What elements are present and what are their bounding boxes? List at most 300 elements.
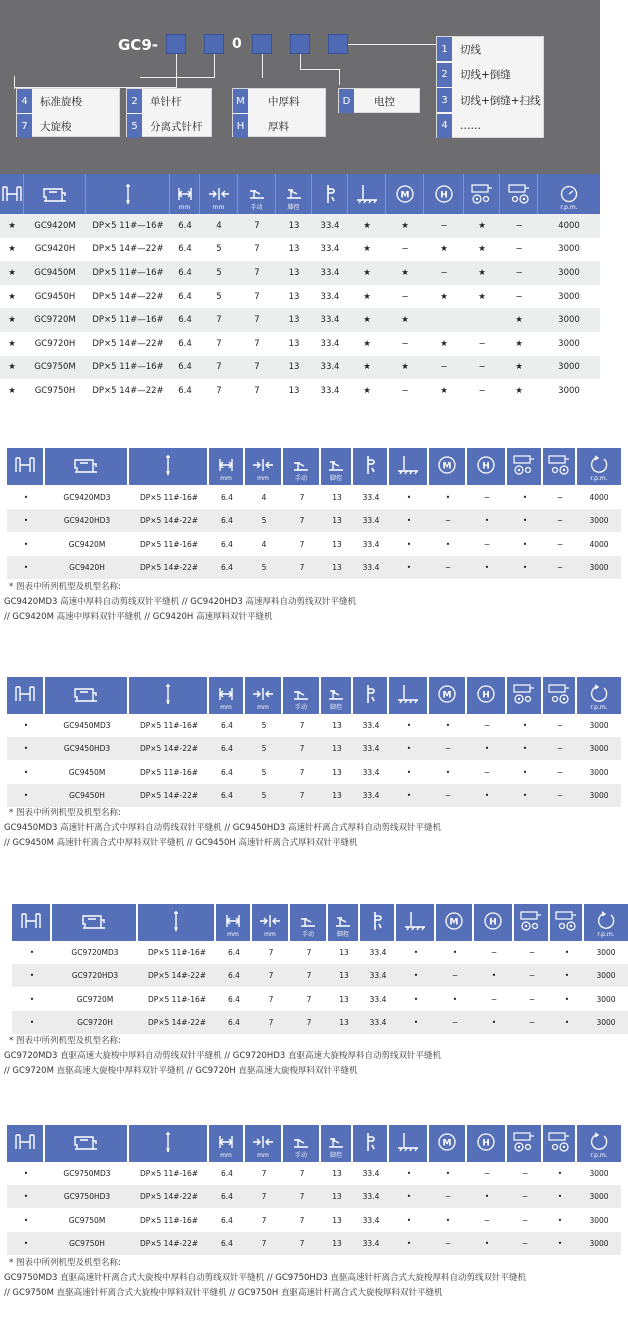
hook-small-icon: [511, 683, 537, 709]
table-cell: 33.4: [320, 244, 340, 255]
table-cell: DP×5 14#-22#: [139, 1192, 199, 1202]
header-cell: [321, 448, 353, 485]
svg-text:H: H: [482, 690, 490, 700]
table-row: [0, 261, 600, 285]
legend-key: 3: [437, 88, 452, 112]
table-cell: 33.4: [362, 1215, 380, 1225]
legend-key: H: [233, 114, 248, 138]
table-cell: 7: [268, 1017, 274, 1027]
table-row: [7, 509, 621, 532]
table-cell: •: [406, 493, 412, 502]
icon-caption: mm: [220, 704, 232, 711]
table-cell: DP×5 14#—22#: [92, 338, 164, 349]
table-cell: GC9720H: [77, 1017, 113, 1027]
header-cell: [290, 904, 328, 941]
table-cell: 6.4: [221, 539, 233, 549]
code-slot-fabric: [252, 34, 272, 54]
table-cell: 7: [299, 721, 305, 730]
table-cell: ★: [401, 362, 409, 373]
table-row: [7, 486, 621, 509]
table-cell: −: [483, 1215, 491, 1225]
table-cell: •: [491, 971, 497, 981]
table-cell: GC9750H: [34, 385, 76, 396]
legend-label: 分离式针杆: [150, 120, 203, 133]
table-cell: •: [522, 790, 528, 800]
icon-caption: r.p.m.: [590, 1152, 608, 1159]
table-cell: 7: [261, 1215, 267, 1225]
table-cell: ★: [363, 267, 371, 278]
table-cell: 13: [332, 516, 342, 526]
header-cell: [129, 1125, 209, 1162]
needle-icon: [163, 683, 173, 709]
header-cell: [467, 677, 507, 714]
table-cell: 7: [254, 267, 260, 278]
note-heading: * 图表中所列机型及机型名称:: [9, 1258, 121, 1268]
table-cell: GC9450M: [68, 767, 106, 777]
table-cell: 13: [339, 994, 349, 1004]
table-cell: −: [444, 790, 452, 800]
legend-key: 2: [127, 89, 142, 113]
heavy-fabric-icon: [476, 1132, 496, 1156]
header-cell: [138, 904, 216, 941]
hook-large-icon: [546, 1131, 572, 1157]
header-cell: [584, 904, 628, 941]
table-cell: •: [406, 1238, 412, 1248]
table-cell: 5: [216, 267, 222, 278]
table-cell: •: [413, 994, 419, 1004]
header-cell: [45, 1125, 129, 1162]
table-cell: 7: [299, 790, 305, 800]
header-cell: [467, 448, 507, 485]
heavy-fabric-icon: [476, 455, 496, 479]
table-cell: 3000: [589, 790, 609, 800]
table-cell: •: [23, 516, 29, 526]
table-cell: −: [521, 1192, 529, 1202]
table-cell: −: [440, 267, 448, 278]
table-cell: −: [478, 362, 486, 373]
legend-label: 切线+倒缝+扫线: [460, 94, 541, 107]
table-cell: 7: [306, 948, 312, 957]
table-cell: 4000: [558, 220, 580, 231]
sub-table-header: [7, 1125, 621, 1162]
icon-caption: 脚控: [329, 704, 342, 711]
table-cell: 33.4: [369, 948, 387, 957]
table-cell: 33.4: [320, 291, 340, 302]
header-cell: [209, 1125, 245, 1162]
table-cell: DP×5 11#-16#: [139, 767, 199, 777]
table-cell: •: [406, 516, 412, 526]
table-cell: ★: [515, 338, 523, 349]
table-cell: 33.4: [362, 767, 380, 777]
table-cell: •: [484, 562, 490, 572]
table-row: [12, 1011, 628, 1034]
header-cell: [389, 677, 429, 714]
header-cell: [467, 1125, 507, 1162]
legend-key: 4: [437, 114, 452, 138]
table-cell: ★: [8, 291, 16, 302]
table-cell: 7: [268, 948, 274, 957]
header-cell: [424, 174, 464, 214]
table-cell: ★: [515, 315, 523, 326]
table-cell: 7: [299, 744, 305, 754]
table-cell: 3000: [596, 1017, 616, 1027]
legend-label: 标准旋梭: [40, 95, 82, 108]
table-cell: •: [564, 1017, 570, 1027]
table-cell: ★: [401, 315, 409, 326]
svg-text:H: H: [439, 190, 448, 201]
table-cell: −: [451, 971, 459, 981]
legend-fabric: [232, 88, 326, 137]
hook-icon: [14, 456, 36, 478]
legend-row: [233, 114, 325, 138]
table-cell: 33.4: [362, 721, 380, 730]
table-cell: 7: [254, 244, 260, 255]
code-slot-function: [328, 34, 348, 54]
table-cell: −: [528, 994, 536, 1004]
table-cell: −: [483, 539, 491, 549]
table-cell: DP×5 11#-16#: [147, 994, 207, 1004]
table-cell: •: [29, 994, 35, 1004]
hook-large-icon: [506, 183, 532, 205]
table-row: [12, 964, 628, 987]
legend-row: [233, 89, 325, 113]
table-cell: 5: [261, 516, 267, 526]
table-cell: GC9420H: [34, 244, 76, 255]
table-cell: GC9750M: [34, 362, 76, 373]
table-cell: 33.4: [369, 971, 387, 981]
stitch-length-icon: [217, 1134, 235, 1153]
stitch-length-icon: [217, 686, 235, 705]
table-cell: •: [413, 1017, 419, 1027]
header-cell: [209, 677, 245, 714]
svg-text:M: M: [442, 461, 452, 471]
table-cell: DP×5 11#-16#: [139, 1215, 199, 1225]
table-row: [7, 737, 621, 760]
note-line: // GC9450M 高速针杆离合式中厚料双针平缝机 // GC9450H 高速针杆离合式厚料双针平缝机: [4, 838, 358, 848]
table-cell: ★: [401, 220, 409, 231]
table-row: [7, 533, 621, 556]
table-cell: 33.4: [320, 315, 340, 326]
legend-control: [338, 88, 420, 113]
note-line: // GC9750M 直驱高速针杆离合式大旋梭中厚料双针平缝机 // GC9750H 直驱高速针杆离合式大旋梭厚料双针平缝机: [4, 1288, 443, 1298]
header-cell: [429, 677, 467, 714]
table-cell: 13: [332, 790, 342, 800]
table-cell: 4000: [589, 493, 609, 502]
table-cell: −: [515, 267, 523, 278]
table-row: [7, 761, 621, 784]
table-cell: ★: [440, 338, 448, 349]
table-cell: ★: [478, 267, 486, 278]
table-cell: 13: [339, 971, 349, 981]
svg-text:H: H: [482, 1138, 490, 1148]
header-cell: [7, 448, 45, 485]
table-cell: •: [557, 1192, 563, 1202]
thread-icon: [371, 910, 383, 936]
table-cell: •: [406, 1169, 412, 1178]
trim-icon: [396, 455, 420, 479]
table-cell: ★: [478, 220, 486, 231]
header-cell: [129, 448, 209, 485]
table-cell: 7: [299, 562, 305, 572]
legend-label: 切线+倒缝: [460, 69, 511, 81]
table-cell: 13: [288, 291, 300, 302]
model-code-panel: [0, 0, 600, 174]
gauge-icon: [252, 1134, 274, 1153]
table-cell: 7: [306, 1017, 312, 1027]
connector-needle-2: [14, 76, 15, 89]
connector-control: [300, 54, 340, 70]
table-cell: 6.4: [178, 385, 192, 396]
table-cell: −: [556, 767, 564, 777]
machine-icon: [72, 685, 100, 707]
table-cell: GC9750HD3: [63, 1192, 111, 1202]
table-cell: ★: [8, 267, 16, 278]
table-cell: 13: [332, 1192, 342, 1202]
table-cell: ★: [401, 267, 409, 278]
table-cell: •: [406, 1192, 412, 1202]
table-cell: •: [23, 1192, 29, 1202]
table-cell: 6.4: [178, 362, 192, 373]
table-cell: •: [23, 1215, 29, 1225]
note-line: GC9420MD3 高速中厚料自动剪线双针平缝机 // GC9420HD3 高速厚料自动剪线双针平缝机: [4, 597, 356, 607]
table-cell: 33.4: [362, 539, 380, 549]
table-cell: ★: [8, 220, 16, 231]
table-cell: •: [29, 1017, 35, 1027]
table-cell: −: [483, 1169, 491, 1178]
code-slot-bar: [204, 34, 224, 54]
table-row: [7, 1162, 621, 1185]
table-row: [0, 214, 600, 238]
table-cell: •: [23, 562, 29, 572]
hook-large-icon: [546, 683, 572, 709]
table-cell: DP×5 11#—16#: [92, 315, 164, 326]
header-cell: [245, 677, 283, 714]
table-cell: −: [556, 493, 564, 502]
knee-lift-icon: [285, 188, 303, 200]
header-cell: [170, 174, 200, 214]
table-cell: 6.4: [178, 338, 192, 349]
header-cell: [429, 448, 467, 485]
note-heading: * 图表中所列机型及机型名称:: [9, 582, 121, 592]
table-cell: 3000: [596, 994, 616, 1004]
table-cell: 7: [299, 1238, 305, 1248]
table-cell: ★: [8, 338, 16, 349]
table-cell: 33.4: [362, 516, 380, 526]
table-cell: 6.4: [228, 971, 240, 981]
header-cell: [252, 904, 290, 941]
header-cell: [514, 904, 550, 941]
code-slot-control: [290, 34, 310, 54]
thread-icon: [324, 183, 336, 205]
table-cell: −: [483, 493, 491, 502]
table-cell: 7: [254, 315, 260, 326]
legend-label: 切线: [460, 43, 481, 56]
table-cell: −: [556, 539, 564, 549]
table-cell: DP×5 14#—22#: [92, 385, 164, 396]
table-cell: 7: [299, 1215, 305, 1225]
table-cell: 6.4: [221, 516, 233, 526]
legend-row: [127, 114, 211, 138]
table-cell: 6.4: [178, 315, 192, 326]
icon-caption: 手动: [294, 475, 307, 482]
table-cell: 6.4: [221, 1215, 233, 1225]
header-cell: [321, 677, 353, 714]
table-row: [0, 308, 600, 332]
header-cell: [386, 174, 424, 214]
table-cell: −: [490, 948, 498, 957]
table-cell: ★: [478, 244, 486, 255]
machine-icon: [80, 912, 108, 934]
table-cell: 7: [261, 1238, 267, 1248]
header-cell: [550, 904, 584, 941]
table-cell: 3000: [558, 362, 580, 373]
header-cell: [543, 448, 577, 485]
icon-caption: r.p.m.: [597, 931, 615, 938]
legend-row: [17, 89, 119, 113]
table-cell: 6.4: [221, 1238, 233, 1248]
table-cell: −: [556, 516, 564, 526]
table-cell: 6.4: [178, 220, 192, 231]
table-cell: 6.4: [221, 1192, 233, 1202]
header-cell: [538, 174, 600, 214]
connector-bar: [140, 54, 215, 78]
table-cell: −: [515, 244, 523, 255]
table-cell: 6.4: [221, 767, 233, 777]
table-cell: −: [478, 385, 486, 396]
table-cell: 13: [288, 315, 300, 326]
hook-icon: [20, 912, 42, 934]
table-cell: ★: [8, 385, 16, 396]
table-cell: −: [490, 994, 498, 1004]
table-cell: •: [564, 971, 570, 981]
table-cell: DP×5 14#-22#: [139, 516, 199, 526]
svg-text:M: M: [449, 917, 459, 927]
hook-small-icon: [511, 454, 537, 480]
table-cell: ★: [363, 362, 371, 373]
table-cell: 13: [288, 267, 300, 278]
table-cell: 7: [261, 1169, 267, 1178]
table-cell: −: [401, 291, 409, 302]
table-cell: −: [556, 790, 564, 800]
table-cell: 7: [254, 338, 260, 349]
table-cell: 3000: [558, 315, 580, 326]
hook-small-icon: [518, 910, 544, 936]
machine-icon: [41, 185, 69, 203]
table-row: [0, 285, 600, 309]
header-cell: [577, 677, 621, 714]
table-cell: −: [515, 291, 523, 302]
table-cell: ★: [363, 291, 371, 302]
table-cell: ★: [440, 291, 448, 302]
table-cell: 7: [299, 539, 305, 549]
table-cell: •: [564, 994, 570, 1004]
table-cell: 13: [332, 744, 342, 754]
table-cell: •: [413, 948, 419, 957]
table-cell: 5: [216, 244, 222, 255]
header-cell: [283, 448, 321, 485]
header-cell: [507, 1125, 543, 1162]
table-cell: DP×5 11#-16#: [139, 539, 199, 549]
table-cell: 33.4: [362, 1238, 380, 1248]
icon-caption: 手动: [294, 704, 307, 711]
table-cell: −: [401, 244, 409, 255]
hook-small-icon: [511, 1131, 537, 1157]
legend-row: [127, 89, 211, 113]
table-cell: −: [515, 220, 523, 231]
header-cell: [216, 904, 252, 941]
table-cell: 13: [332, 1215, 342, 1225]
icon-caption: mm: [178, 204, 191, 211]
table-cell: 33.4: [320, 362, 340, 373]
table-cell: 13: [288, 362, 300, 373]
table-cell: GC9720HD3: [71, 971, 119, 981]
table-row: [0, 379, 600, 403]
table-cell: •: [406, 790, 412, 800]
header-cell: [360, 904, 396, 941]
table-cell: GC9720M: [34, 315, 76, 326]
note-line: // GC9720M 直驱高速大旋梭中厚料双针平缝机 // GC9720H 直驱高速大旋梭厚料双针平缝机: [4, 1066, 358, 1076]
header-cell: [283, 1125, 321, 1162]
table-cell: 7: [254, 220, 260, 231]
table-cell: −: [556, 744, 564, 754]
table-cell: ★: [440, 244, 448, 255]
table-cell: •: [445, 539, 451, 549]
table-cell: 3000: [589, 1215, 609, 1225]
sub-table-header: [7, 448, 621, 485]
table-cell: 3000: [596, 948, 616, 957]
svg-text:H: H: [482, 461, 490, 471]
table-cell: 6.4: [221, 493, 233, 502]
table-cell: 13: [332, 1169, 342, 1178]
table-cell: −: [401, 385, 409, 396]
table-cell: •: [522, 721, 528, 730]
table-cell: GC9450M: [34, 267, 76, 278]
table-row: [7, 1232, 621, 1255]
table-cell: ★: [8, 244, 16, 255]
legend-key: 5: [127, 114, 142, 138]
hook-icon: [14, 685, 36, 707]
table-cell: •: [557, 1238, 563, 1248]
gauge-icon: [208, 187, 230, 201]
header-cell: [245, 448, 283, 485]
table-cell: −: [444, 562, 452, 572]
header-cell: [474, 904, 514, 941]
table-cell: 3000: [589, 767, 609, 777]
table-cell: 13: [288, 244, 300, 255]
table-row: [7, 714, 621, 737]
thread-icon: [364, 1131, 376, 1157]
table-cell: GC9450MD3: [63, 721, 111, 730]
header-cell: [577, 448, 621, 485]
table-cell: −: [483, 721, 491, 730]
legend-hook-type: [16, 88, 120, 137]
table-cell: GC9420M: [34, 220, 76, 231]
legend-key: 4: [17, 89, 32, 113]
hook-small-icon: [469, 183, 495, 205]
code-slot-needle: [166, 34, 186, 54]
heavy-fabric-icon: [476, 684, 496, 708]
table-cell: 6.4: [228, 948, 240, 957]
table-cell: •: [445, 767, 451, 777]
table-cell: •: [522, 516, 528, 526]
hook-large-icon: [546, 454, 572, 480]
table-cell: 6.4: [221, 744, 233, 754]
table-cell: 13: [332, 562, 342, 572]
table-cell: 13: [332, 1238, 342, 1248]
table-cell: 7: [254, 385, 260, 396]
table-cell: •: [406, 539, 412, 549]
trim-icon: [403, 911, 427, 935]
